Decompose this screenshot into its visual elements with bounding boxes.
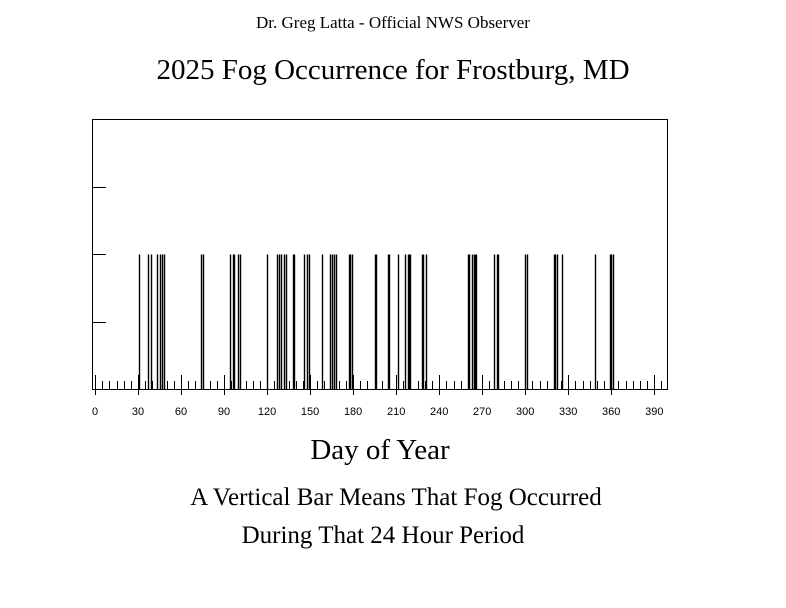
x-tick-label: 270: [473, 406, 492, 418]
x-tick-label: 180: [343, 406, 363, 418]
fog-bars: [140, 255, 614, 390]
x-tick-label: 240: [429, 406, 449, 418]
y-axis-ticks: [92, 188, 106, 323]
x-axis-label: Day of Year: [310, 434, 450, 466]
x-tick-label: 120: [257, 406, 277, 418]
x-tick-label: 90: [217, 406, 231, 418]
x-tick-label: 390: [645, 406, 664, 418]
x-tick-label: 0: [91, 406, 99, 418]
x-tick-label: 330: [559, 406, 578, 418]
x-axis-ticks: [96, 375, 662, 395]
x-tick-label: 360: [602, 406, 621, 418]
observer-credit: Dr. Greg Latta - Official NWS Observer: [256, 13, 530, 32]
x-tick-label: 150: [300, 406, 320, 418]
x-tick-label: 60: [174, 406, 188, 418]
x-tick-label: 210: [386, 406, 406, 418]
plot-frame: [93, 120, 668, 390]
x-tick-label: 300: [516, 406, 535, 418]
chart-title: 2025 Fog Occurrence for Frostburg, MD: [156, 54, 630, 86]
x-tick-label: 30: [131, 406, 145, 418]
legend-note-line-2: During That 24 Hour Period: [241, 522, 525, 549]
x-axis-tick-labels: [92, 406, 664, 418]
legend-note-line-1: A Vertical Bar Means That Fog Occurred: [190, 484, 602, 511]
